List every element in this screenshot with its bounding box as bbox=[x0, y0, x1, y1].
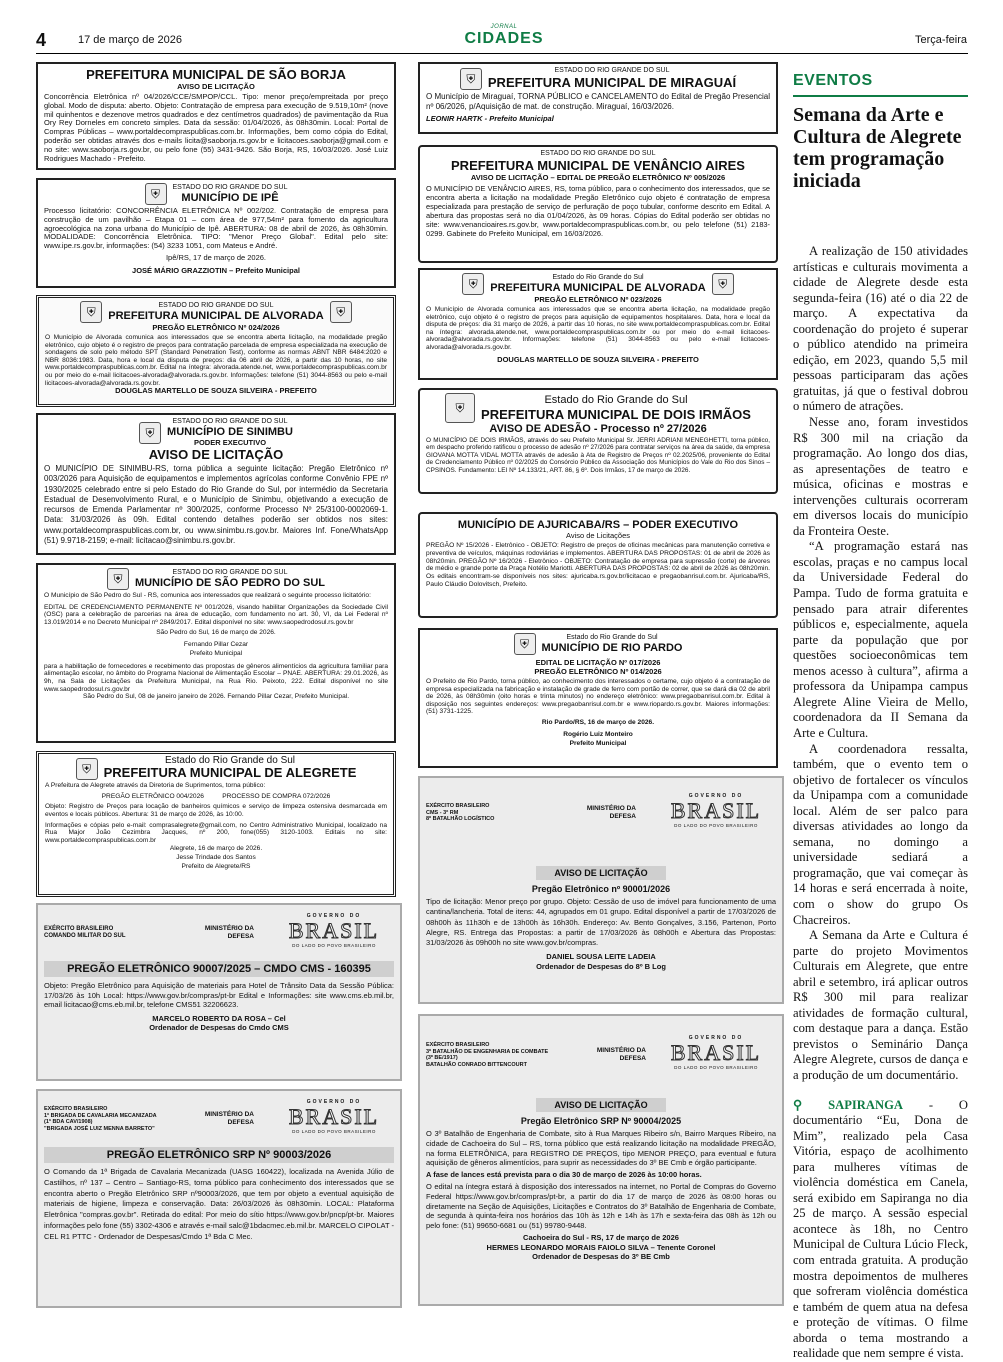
section-rule bbox=[793, 95, 968, 97]
notice-body: PREGÃO Nº 15/2026 - Eletrônico - OBJETO: Registro de preços de oficinas mecânicas para manutenção corretiva e preventiva de veículos, máquinas rodoviárias e implementos. ABERTURA DAS PROPOSTAS: 01 de abril de 2026 às 08h20min. PREGÃO Nº 16/2026 - Eletrônico - OBJETO: Contratação de empresa para supressão (corte) de árvores de médio e grande porte da Praça Notélio Mariotti. ABERTURA DAS PROPOSTAS: 02 de abril de 2026 às 08h20min. Os editais encontram-se disponíveis nos sites: ajuricaba.rs.gov.br/licitacao e pregaobanrisul.com.br. Ajuricaba/RS, Paulo Cláudio Dolovitsch, Prefeito. bbox=[426, 542, 770, 588]
notice-body: O MUNICÍPIO DE SINIMBU-RS, torna pública a seguinte licitação: Pregão Eletrônico nº 003/2026 para Aquisição de equipamentos e implementos agrícolas conforme Convênio FPE nº 1930/2025 celebrado entre si pelo Estado do Rio Grande do Sul, por intermédio da Secretaria Estadual de Desenvolvimento Rural, e o Município de Sinimbu, objetivando a execução de recursos de Emenda Parlamentar nº 300/2025, conforme Processo Nº 25/3100-0002069-1. Data: 31/03/2026 às 09h. Edital contendo detalhes poderão ser obtidos nos sites: www.portaldecompraspublicas.com.br, ou www.sinimbu.rs.gov.br. Maiores Inf. Fone/WhatsApp (51) 9.9718-2159; e-mail: licitacao@sinimbu.rs.gov.br. bbox=[44, 464, 388, 546]
notice-body: O Município de Miraguaí, TORNA PÚBLICO e CANCELAMENTO do Edital de Pregão Presencial nº 06/2026, p/Aquisição de mat. de construção. Miraguaí, 16/03/2026. bbox=[426, 92, 770, 111]
notice-alvorada-023: ⛨ Estado do Rio Grande do Sul PREFEITURA MUNICIPAL DE ALVORADA ⛨ PREGÃO ELETRÔNICO Nº 023/2026 O Município de Alvorada comunica aos interessados que se encontra aberta licitação, na modalidade pregão eletrônico, cujo objeto é o registro de preços para aquisição de equipamentos hospitalares. Data, hora e local da disputa de preços: dia 31 março de 2026, a partir das 10 horas, no site www.portaldecompraspublicas.com.br. Edital na íntegra: alvorada.atende.net, www.portaldecompraspublicas.com.br ou por meio do e-mail licitacoes-alvorada@alvorada.rs.gov.br. Informações: telefone (51) 3044-8563 ou pelo e-mail licitacoes-alvorada@alvorada.rs.gov.br. DOUGLAS MARTELLO DE SOUZA SILVEIRA - PREFEITO bbox=[418, 268, 778, 380]
notice-body: O Município de Alvorada comunica aos interessados que se encontra aberta licitação, na modalidade pregão eletrônico, cujo objeto é o registro de preços para contratação parcelada de empresa especializada na execução de sondagens de solo pelo método SPT (Standard Penetration Test), conforme as normas ABNT NBR 6484:2020 e NBR 8036:1983. Data, hora e local da disputa de preços: dia 06 abril de 2026, a partir das 10 horas, no site www.portaldecompraspublicas.com.br. Edital na íntegra: alvorada.atende.net, www.portaldecompraspublicas.com.br ou por meio do e-mail licitacoes-alvorada@alvorada.rs.gov.br. Informações: telefone (51) 3044-8563 ou pelo e-mail licitacoes-alvorada@alvorada.rs.gov.br. bbox=[45, 334, 387, 387]
notice-title: PREFEITURA MUNICIPAL DE ALVORADA bbox=[490, 282, 706, 294]
notice-alegrete: ⛨ Estado do Rio Grande do Sul PREFEITURA MUNICIPAL DE ALEGRETE A Prefeitura de Alegrete através da Diretoria de Suprimentos, torna público: PREGÃO ELETRÔNICO 004/2026 PROCESSO DE COMPRA 072/2026 Objeto: Registro de Preços para locação de banheiros químicos e serviço de limpeza ostensiva desmarcada em eventos e locais públicos. Abertura: 31 de março de 2026, às 10:00. Informações e cópias pelo e-mail: comprasalegrete@gmail.com, no Centro Administrativo Municipal, localizado na Rua Major João Cezimbra Jacques, nº 200, fone(055) 3120-1003. Editais no site: www.portaldecompraspublicas.com.br Alegrete, 16 de março de 2026. Jesse Trindade dos Santos Prefeito de Alegrete/RS bbox=[36, 751, 396, 897]
crest-icon: ⛨ bbox=[107, 568, 129, 590]
gov-brasil-logo: GOVERNO DO BRASIL DO LADO DO POVO BRASILEIRO bbox=[670, 1035, 762, 1070]
notice-title: AVISO DE LICITAÇÃO bbox=[536, 1098, 666, 1112]
article-headline: Semana da Arte e Cultura de Alegrete tem programação iniciada bbox=[793, 104, 962, 192]
ministry-label: MINISTÉRIO DA DEFESA bbox=[596, 1047, 646, 1062]
notice-body: Objeto: Registro de Preços para locação de banheiros químicos e serviço de limpeza ostensiva desmarcada em eventos e locais públicos. Abertura: 31 de março de 2026, às 10:00. bbox=[45, 803, 387, 818]
notice-title: PREFEITURA MUNICIPAL DE DOIS IRMÃOS bbox=[481, 407, 751, 422]
notice-title: MUNICÍPIO DE RIO PARDO bbox=[541, 642, 683, 654]
notice-ajuricaba: MUNICÍPIO DE AJURICABA/RS – PODER EXECUTIVO Aviso de Licitações PREGÃO Nº 15/2026 - Eletrônico - OBJETO: Registro de preços de oficinas mecânicas para manutenção corretiva e preventiva de veículos, máquinas rodoviárias e implementos. ABERTURA DAS PROPOSTAS: 01 de abril de 2026 às 08h20min. PREGÃO Nº 16/2026 - Eletrônico - OBJETO: Contratação de empresa para supressão (corte) de árvores de médio e grande porte da Praça Notélio Mariotti. ABERTURA DAS PROPOSTAS: 02 de abril de 2026 às 08h20min. Os editais encontram-se disponíveis nos sites: ajuricaba.rs.gov.br/licitacao e pregaobanrisul.com.br. Ajuricaba/RS, Paulo Cláudio Dolovitsch, Prefeito. bbox=[418, 512, 778, 618]
notice-title: PREFEITURA MUNICIPAL DE ALVORADA bbox=[108, 310, 324, 322]
location-pin-icon: ⚲ bbox=[793, 1097, 829, 1112]
gov-brasil-logo: GOVERNO DO BRASIL DO LADO DO POVO BRASILEIRO bbox=[288, 1099, 380, 1134]
notice-cmdo-cms: EXÉRCITO BRASILEIRO COMANDO MILITAR DO SUL MINISTÉRIO DA DEFESA GOVERNO DO BRASIL DO LADO DO POVO BRASILEIRO PREGÃO ELETRÔNICO 90007/2025 – CMDO CMS - 160395 Objeto: Pregão Eletrônico para Aquisição de materiais para Hotel de Trânsito Data da Sessão Pública: 17/03/26 às 10h Local: https://www.gov.br/compras/pt-br Edital e Informações: site www.cms.eb.mil.br, email licitacao@cms.eb.mil.br, telefone CMS51 32206623. MARCELO ROBERTO DA ROSA – Cel Ordenador de Despesas do Cmdo CMS bbox=[36, 903, 402, 1081]
crest-icon: ⛨ bbox=[445, 393, 475, 423]
article-paragraph: Nesse ano, foram investidos R$ 300 mil na criação da programação. Ao longo dos dias, as apresentações de teatro e música, oficinas e mostras e intervenções culturais ocorreram em diversos locais do município da Fronteira Oeste. bbox=[793, 415, 968, 538]
page-weekday: Terça-feira bbox=[915, 34, 967, 46]
notice-body: O Prefeito de Rio Pardo, torna público, ao conhecimento dos interessados o certame, cujo objeto é a contratação de empresa especializada na fabricação e instalação de grade de ferro com portão de correr, que se dará dia 02 de abril de 2026, às 08h30min (oito horas e trinta minutos) no endereço eletrônico: www.pregaobanrisul.com.br. Edital à disposição nos seguintes endereços: www.pregaobanrisul.com.br e www.riopardo.rs.gov.br. Maiores informações: (51) 3731-1225. bbox=[426, 678, 770, 716]
brief-place: SAPIRANGA bbox=[828, 1097, 903, 1112]
notice-body: Tipo de licitação: Menor preço por grupo. Objeto: Cessão de uso de imóvel para funcionamento de uma cantina/lancheria. Total de itens: 44, agrupados em 01 grupo. Edital disponível a partir de 17/03/2026 de 08h00h às 11h30h e de 13h00h às 16h30h. Endereço: Av. Bento Gonçalves, 3.156, Partenon, Porto Alegre, RS. Entrega das Propostas: a partir de 17/03/2026 às 08h00h e Abertura das Propostas: 31/03/2026 às 09h00h no site www.gov.br/compras. bbox=[426, 897, 776, 948]
notice-miraguai: ⛨ ESTADO DO RIO GRANDE DO SUL PREFEITURA MUNICIPAL DE MIRAGUAÍ O Município de Miraguaí, TORNA PÚBLICO e CANCELAMENTO do Edital de Pregão Presencial nº 06/2026, p/Aquisição de mat. de construção. Miraguaí, 16/03/2026. LEONIR HARTK - Prefeito Municipal bbox=[418, 62, 778, 134]
notice-title: MUNICÍPIO DE AJURICABA/RS – PODER EXECUTIVO bbox=[457, 519, 739, 531]
notice-sinimbu: ⛨ ESTADO DO RIO GRANDE DO SUL MUNICÍPIO DE SINIMBU PODER EXECUTIVO AVISO DE LICITAÇÃO O MUNICÍPIO DE SINIMBU-RS, torna pública a seguinte licitação: Pregão Eletrônico nº 003/2026 para Aquisição de equipamentos e implementos agrícolas conforme Convênio FPE nº 1930/2025 celebrado entre si pelo Estado do Rio Grande do Sul, por intermédio da Secretaria Estadual de Desenvolvimento Rural, e o Município de Sinimbu, objetivando a execução de recursos de Emenda Parlamentar nº 300/2025, conforme Processo Nº 25/3100-0002069-1. Data: 31/03/2026 às 09h. Edital contendo detalhes poderão ser obtidos nos sites: www.portaldecompraspublicas.com.br, ou www.sinimbu.rs.gov.br. Maiores Inf. Fone/WhatsApp (51) 9.9718-2159; e-mail: licitacao@sinimbu.rs.gov.br. bbox=[36, 413, 396, 555]
page-header bbox=[0, 0, 1003, 58]
notice-body: Objeto: Pregão Eletrônico para Aquisição de materiais para Hotel de Trânsito Data da Sessão Pública: 17/03/26 às 10h Local: https://www.gov.br/compras/pt-br Edital e Informações: site www.cms.eb.mil.br, email licitacao@cms.eb.mil.br, telefone CMS51 32206623. bbox=[44, 981, 394, 1010]
notice-sao-pedro-do-sul: ⛨ ESTADO DO RIO GRANDE DO SUL MUNICÍPIO DE SÃO PEDRO DO SUL O Município de São Pedro do Sul - RS, comunica aos interessados que realizará o seguinte processo licitatório: EDITAL DE CREDENCIAMENTO PERMANENTE Nº 001/2026, visando habilitar Organizações da Sociedade Civil (OSC) para a celebração de parcerias na área de educação, com fundamento no art. 30, VI, da Lei Federal nº 13.019/2014 e no Decreto Municipal nº 2849/2017. Edital disponível no site: www.saopedrodosul.rs.gov.br São Pedro do Sul, 16 de março de 2026. Fernando Pillar Cezar Prefeito Municipal para a habilitação de fornecedores e recebimento das propostas de gêneros alimentícios da agricultura familiar para alimentação escolar, no âmbito do Programa Nacional de Alimentação Escolar – PNAE. ABERTURA: 29.01.2026, às 9h, na Sala de Licitações da Prefeitura Municipal, na Rua Rio. Peixoto, 222. Edital disponível no site www.saopedrodosul.rs.gov.br São Pedro do Sul, 08 de janeiro janeiro de 2026. Fernando Pillar Cezar, Prefeito Municipal. bbox=[36, 563, 396, 743]
crest-icon: ⛨ bbox=[460, 68, 482, 90]
crest-icon: ⛨ bbox=[139, 422, 161, 444]
notice-1-bda-cav: EXÉRCITO BRASILEIRO 1ª BRIGADA DE CAVALARIA MECANIZADA (1ª BDA CAV/1908) "BRIGADA JOSÉ LUIZ MENNA BARRETO" MINISTÉRIO DA DEFESA GOVERNO DO BRASIL DO LADO DO POVO BRASILEIRO PREGÃO ELETRÔNICO SRP Nº 90003/2026 O Comando da 1ª Brigada de Cavalaria Mecanizada (UASG 160422), localizada na Avenida Júlio de Castilhos, nº 137 – Centro – Santiago-RS, torna público para conhecimento dos interessados que se encontra aberto o Pregão Eletrônico SRP nº90003/2026, que tem por objeto a eventual aquisição de materiais de higiene, limpeza e conservação. Data: 26/03/2026 às 08h30min. LOCAL: Plataforma Eletrônica "compras.gov.br". Retirada do edital: Por meio do sítio https://www.gov.br/pncp/pt-br. Maiores informações pelo fone (55) 3302-4306 e através e-mail salc@1bdacmec.eb.mil.br. MARCELO CIPOLAT - CEL R1 PTTC - Ordenador de Despesas/Cmdo 1ª Bda C Mec. bbox=[36, 1089, 402, 1308]
notice-body: O Comando da 1ª Brigada de Cavalaria Mecanizada (UASG 160422), localizada na Avenida Júlio de Castilhos, nº 137 – Centro – Santiago-RS, torna público para conhecimento dos interessados que se encontra aberto o Pregão Eletrônico SRP nº90003/2026, que tem por objeto a eventual aquisição de materiais de higiene, limpeza e conservação. Data: 26/03/2026 às 08h30min. LOCAL: Plataforma Eletrônica "compras.gov.br". Retirada do edital: Por meio do sítio https://www.gov.br/pncp/pt-br. Maiores informações pelo fone (55) 3302-4306 e através e-mail salc@1bdacmec.eb.mil.br. MARCELO CIPOLAT - CEL R1 PTTC - Ordenador de Despesas/Cmdo 1ª Bda C Mec. bbox=[44, 1167, 394, 1241]
brief-text: - O documentário “Eu, Dona de Mim”, realizado pela Casa Vitória, espaço de acolhimento para mulheres vítimas de violência doméstica em Canela, será exibido em Sapiranga no dia 25 de março. A sessão especial acontece às 18h, no Centro Municipal de Cultura Lúcio Fleck, com entrada gratuita. A produção mostra depoimentos de mulheres que sofreram violência doméstica e também de quem atua na defesa e proteção de vítimas. O filme aborda o tema mostrando a realidade que nem sempre é vista. bbox=[793, 1097, 968, 1361]
article-paragraph: A Semana da Arte e Cultura é parte do projeto Movimentos Culturais em Alegrete, que entre abril e setembro, irá aplicar outros R$ 300 mil para realizar atividades de formação cultural, com destaque para a dança. Estão previstos o Seminário Dança Alegre Alegrete, cursos de dança e a produção de um documentário. bbox=[793, 928, 968, 1082]
article-paragraph: “A programação estará nas escolas, praças e no campus local da Universidade Federal do Pampa. Tudo de forma gratuita e pensado para atrair diferentes públicos e, especialmente, aquela parte da população que por questões socioeconômicas tem menos acesso à cultura”, afirma a professora da Unipampa campus Alegrete Aline Vieira de Mello, coordenadora da II Semana da Arte e Cultura. bbox=[793, 539, 968, 740]
article-paragraph: A realização de 150 atividades artísticas e culturais movimenta a cidade de Alegrete desde esta segunda-feira (16) até o dia 22 de março. A expectativa da coordenação do projeto é superar o público atendido na primeira edição, em 2023, quando 5,5 mil pessoas participaram das ações gratuitas, já que o festival dobrou o número de atrações. bbox=[793, 244, 968, 414]
notice-title: MUNICÍPIO DE SÃO PEDRO DO SUL bbox=[134, 577, 326, 589]
page-date: 17 de março de 2026 bbox=[78, 34, 182, 46]
notice-title: AVISO DE LICITAÇÃO bbox=[536, 866, 666, 880]
notice-title: MUNICÍPIO DE SINIMBU bbox=[167, 426, 293, 438]
notice-title: PREGÃO ELETRÔNICO 90007/2025 – CMDO CMS - 160395 bbox=[44, 961, 394, 977]
news-brief bbox=[793, 1098, 968, 1362]
notice-title: PREFEITURA MUNICIPAL DE ALEGRETE bbox=[103, 765, 357, 780]
notice-title: PREGÃO ELETRÔNICO SRP Nº 90003/2026 bbox=[44, 1147, 394, 1163]
header-rule bbox=[36, 53, 968, 54]
crest-icon: ⛨ bbox=[462, 273, 484, 295]
notice-3-be-cmb: EXÉRCITO BRASILEIRO 3º BATALHÃO DE ENGENHARIA DE COMBATE (3º BE/1917) BATALHÃO CONRADO BITTENCOURT MINISTÉRIO DA DEFESA GOVERNO DO BRASIL DO LADO DO POVO BRASILEIRO AVISO DE LICITAÇÃO Pregão Eletrônico SRP Nº 90004/2025 O 3º Batalhão de Engenharia de Combate, sito à Rua Marques Ribeiro s/n, Bairro Marques Ribeiro, na cidade de Cachoeira do Sul – RS, torna público que está realizando licitação na modalidade PREGÃO, na forma ELETRÔNICA, para REGISTRO DE PREÇOS, tipo MENOR PREÇO, para eventual e futura aquisição de gêneros alimentícios, para suprir as necessidades do 3º BE Cmb e órgão participante. A fase de lances está prevista para o dia 30 de março de 2026 às 10:00 horas. O edital na íntegra estará à disposição dos interessados na internet, no Portal de Compras do Governo Federal https://www.gov.br/compras/pt-br, a partir do dia 17 de março de 2026 às 08:00 horas ou diretamente na Seção de Aquisições, Licitações e Contratos do 3º Batalhão de Engenharia de Combate, de segunda à quinta-feira nos horários das 10h às 12h e 14h às 17h e sexta-feira das 08h às 12h ou pelo fone: (51) 99650-6681 ou (51) 99780-9448. Cachoeira do Sul - RS, 17 de março de 2026 HERMES LEONARDO MORAIS FAIOLO SILVA – Tenente Coronel Ordenador de Despesas do 3º BE Cmb bbox=[418, 1014, 784, 1306]
notice-body: EDITAL DE CREDENCIAMENTO PERMANENTE Nº 001/2026, visando habilitar Organizações da Sociedade Civil (OSC) para a celebração de parcerias na área de educação, com fundamento no art. 30, VI, da Lei Federal nº 13.019/2014 e no Decreto Municipal nº 2849/2017. Edital disponível no site: www.saopedrodosul.rs.gov.br bbox=[44, 603, 388, 626]
notice-rio-pardo: ⛨ Estado do Rio Grande do Sul MUNICÍPIO DE RIO PARDO EDITAL DE LICITAÇÃO Nº 017/2026 PREGÃO ELETRÔNICO Nº 014/2026 O Prefeito de Rio Pardo, torna público, ao conhecimento dos interessados o certame, cujo objeto é a contratação de empresa especializada na fabricação e instalação de grade de ferro com portão de correr, que se dará dia 02 de abril de 2026, às 08h30min (oito horas e trinta minutos) no endereço eletrônico: www.pregaobanrisul.com.br. Edital à disposição nos seguintes endereços: www.pregaobanrisul.com.br e www.riopardo.rs.gov.br. Maiores informações: (51) 3731-1225. Rio Pardo/RS, 16 de março de 2026. Rogério Luiz Monteiro Prefeito Municipal bbox=[418, 628, 778, 768]
newspaper-logo: JORNAL CIDADES bbox=[464, 24, 544, 47]
notice-dois-irmaos: ⛨ Estado do Rio Grande do Sul PREFEITURA MUNICIPAL DE DOIS IRMÃOS AVISO DE ADESÃO - Processo nº 27/2026 O MUNICÍPIO DE DOIS IRMÃOS, através do seu Prefeito Municipal Sr. JERRI ADRIANI MENEGHETTI, torna público, em despacho proferido ratificou o processo de adesão nº 27/2026 para contratar serviços na área da saúde, da empresa GIOVANA MOTTA VIDAL MOTTA através de adesão à Ata de Registro de Preços nº 02.2025/06, proveniente do Edital de Credenciamento Público nº 02/2025 do Consórcio Público da Associação dos Municípios do Vale do Rio dos Sinos – CPSINOS. Fundamento: LEI Nº 14.133/21, ART. 86, § 6º. Dois Irmãos, 17 de março de 2026. bbox=[418, 388, 778, 494]
crest-icon: ⛨ bbox=[330, 301, 352, 323]
page-number: 4 bbox=[36, 30, 47, 50]
notice-alvorada-024: ⛨ ESTADO DO RIO GRANDE DO SUL PREFEITURA MUNICIPAL DE ALVORADA ⛨ PREGÃO ELETRÔNICO Nº 024/2026 O Município de Alvorada comunica aos interessados que se encontra aberta licitação, na modalidade pregão eletrônico, cujo objeto é o registro de preços para contratação parcelada de empresa especializada na execução de sondagens de solo pelo método SPT (Standard Penetration Test), conforme as normas ABNT NBR 6484:2020 e NBR 8036:1983. Data, hora e local da disputa de preços: dia 06 abril de 2026, a partir das 10 horas, no site www.portaldecompraspublicas.com.br. Edital na íntegra: alvorada.atende.net, www.portaldecompraspublicas.com.br ou por meio do e-mail licitacoes-alvorada@alvorada.rs.gov.br. Informações: telefone (51) 3044-8563 ou pelo e-mail licitacoes-alvorada@alvorada.rs.gov.br. DOUGLAS MARTELLO DE SOUZA SILVEIRA - PREFEITO bbox=[36, 295, 396, 407]
ministry-label: MINISTÉRIO DA DEFESA bbox=[586, 805, 636, 820]
crest-icon: ⛨ bbox=[80, 301, 102, 323]
notice-body: O Município de Alvorada comunica aos interessados que se encontra aberta licitação, na modalidade pregão eletrônico, cujo objeto é o registro de preços para aquisição de equipamentos hospitalares. Data, hora e local da disputa de preços: dia 31 março de 2026, a partir das 10 horas, no site www.portaldecompraspublicas.com.br. Edital na íntegra: alvorada.atende.net, www.portaldecompraspublicas.com.br ou por meio do e-mail licitacoes-alvorada@alvorada.rs.gov.br. Informações: telefone (51) 3044-8563 ou pelo e-mail licitacoes-alvorada@alvorada.rs.gov.br. bbox=[426, 306, 770, 351]
notice-8-blog: EXÉRCITO BRASILEIRO CMS - 3ª RM 8º BATALHÃO LOGÍSTICO MINISTÉRIO DA DEFESA GOVERNO DO BRASIL DO LADO DO POVO BRASILEIRO AVISO DE LICITAÇÃO Pregão Eletrônico nº 90001/2026 Tipo de licitação: Menor preço por grupo. Objeto: Cessão de uso de imóvel para funcionamento de uma cantina/lancheria. Total de itens: 44, agrupados em 01 grupo. Edital disponível a partir de 17/03/2026 de 08h00h às 11h30h e de 13h00h às 16h30h. Endereço: Av. Bento Gonçalves, 3.156, Partenon, Porto Alegre, RS. Entrega das Propostas: a partir de 17/03/2026 às 08h00h e Abertura das Propostas: 31/03/2026 às 09h00h no site www.gov.br/compras. DANIEL SOUSA LEITE LADEIA Ordenador de Despesas do 8º B Log bbox=[418, 776, 784, 1004]
notice-title: PREFEITURA MUNICIPAL DE SÃO BORJA bbox=[86, 67, 346, 82]
gov-brasil-logo: GOVERNO DO BRASIL DO LADO DO POVO BRASILEIRO bbox=[288, 913, 380, 948]
article-body bbox=[793, 244, 968, 1362]
ministry-label: MINISTÉRIO DA DEFESA bbox=[204, 925, 254, 940]
crest-icon: ⛨ bbox=[514, 633, 536, 655]
gov-brasil-logo: GOVERNO DO BRASIL DO LADO DO POVO BRASILEIRO bbox=[670, 793, 762, 828]
notice-venancio-aires: ESTADO DO RIO GRANDE DO SUL PREFEITURA MUNICIPAL DE VENÂNCIO AIRES AVISO DE LICITAÇÃO – EDITAL DE PREGÃO ELETRÔNICO Nº 005/2026 O MUNICÍPIO DE VENÂNCIO AIRES, RS, torna público, para o conhecimento dos interessados, que se encontra aberta a licitação na modalidade Pregão Eletrônico cujo objeto é contratação de empresa especializada para prestação de serviço de perfuração de poço tubular, conforme descrito em Edital. A abertura das propostas será no dia 01/04/2026, às 09 horas. Cópias do Edital poderão ser obtidas no site: www.venancioaires.rs.gov.br, www.portaldecompraspublicas.com.br, ou pelo telefone (51) 2183-0299. Gabinete do Prefeito Municipal, em 16/03/2026. bbox=[418, 145, 778, 263]
notice-title: PREFEITURA MUNICIPAL DE MIRAGUAÍ bbox=[487, 75, 737, 90]
notice-title: PREFEITURA MUNICIPAL DE VENÂNCIO AIRES bbox=[451, 158, 745, 173]
article-paragraph: A coordenadora ressalta, também, que o evento tem o objetivo de fortalecer os vínculos da Unipampa com a comunidade local. Além de ser palco para diversas atividades ao longo da semana, no domingo a universidade sediará a programação, que vai começar às 14 horas e será encerrada à noite, com o show do grupo Os Chacreiros. bbox=[793, 741, 968, 927]
section-label: EVENTOS bbox=[793, 72, 873, 89]
notice-body: O MUNICÍPIO DE VENÂNCIO AIRES, RS, torna público, para o conhecimento dos interessados, que se encontra aberta a licitação na modalidade Pregão Eletrônico cujo objeto é contratação de empresa especializada para prestação de serviço de perfuração de poço tubular, conforme descrito em Edital. A abertura das propostas será no dia 01/04/2026, às 09 horas. Cópias do Edital poderão ser obtidas no site: www.venancioaires.rs.gov.br, www.portaldecompraspublicas.com.br, ou pelo telefone (51) 2183-0299. Gabinete do Prefeito Municipal, em 16/03/2026. bbox=[426, 184, 770, 238]
notice-title: MUNICÍPIO DE IPÊ bbox=[181, 192, 279, 204]
notice-ipe: ⛨ ESTADO DO RIO GRANDE DO SUL MUNICÍPIO DE IPÊ Processo licitatório: CONCORRÊNCIA ELETRÔNICA Nº 002/202. Contratação de empresa para construção de um pavilhão – Etapa 01 – com área de 977,54m² para fomento da agricultura agroecológica na zona urbana do Município de Ipê. ABERTURA: 08 de abril de 2026, às 08h30min. MODALIDADE: Concorrência Eletrônica. TIPO: "Menor Preço Global". Edital pelo site: www.ipe.rs.gov.br, informações: (54) 3233 1051, com Mateus e André. Ipê/RS, 17 de março de 2026. JOSÉ MÁRIO GRAZZIOTIN – Prefeito Municipal bbox=[36, 178, 396, 288]
crest-icon: ⛨ bbox=[712, 273, 734, 295]
notice-sao-borja: PREFEITURA MUNICIPAL DE SÃO BORJA AVISO DE LICITAÇÃO Concorrência Eletrônica nº 04/2026/CCE/SMPOP/CCL. Tipo: menor preço/empreitada por preço global. Modo de disputa: aberto. Objeto: Contratação de empresa para execução de 9.519,10m² (nove mil quinhentos e dezenove metros quadrados e dez centímetros quadrados) de pavimentação da Rua Ory Rey Dorneles em concreto simples. Data da sessão: 01/04/2026, às 08h30min. Local: Portal de Compras Públicas – www.portaldecompraspublicas.com.br. Informações, bem como cópia do Edital, poderão ser obtidas através dos e-mails licita@saoborja.rs.gov.br e licitacoes.saoborja@gmail.com e no site: www.saoborja.rs.gov.br, ou pelo fone (55) 3431-9426. São Borja, RS, 16/03/2026. José Luiz Rodrigues Machado - Prefeito. bbox=[36, 62, 396, 170]
crest-icon: ⛨ bbox=[145, 183, 167, 205]
notice-body: Processo licitatório: CONCORRÊNCIA ELETRÔNICA Nº 002/202. Contratação de empresa para construção de um pavilhão – Etapa 01 – com área de 977,54m² para fomento da agricultura agroecológica na zona urbana do Município de Ipê. ABERTURA: 08 de abril de 2026, às 08h30min. MODALIDADE: Concorrência Eletrônica. TIPO: "Menor Preço Global". Edital pelo site: www.ipe.rs.gov.br, informações: (54) 3233 1051, com Mateus e André. bbox=[44, 206, 388, 251]
notice-body: Concorrência Eletrônica nº 04/2026/CCE/SMPOP/CCL. Tipo: menor preço/empreitada por preço global. Modo de disputa: aberto. Objeto: Contratação de empresa para execução de 9.519,10m² (nove mil quinhentos e dezenove metros quadrados e dez centímetros quadrados) de pavimentação da Rua Ory Rey Dorneles em concreto simples. Data da sessão: 01/04/2026, às 08h30min. Local: Portal de Compras Públicas – www.portaldecompraspublicas.com.br. Informações, bem como cópia do Edital, poderão ser obtidas através dos e-mails licita@saoborja.rs.gov.br e licitacoes.saoborja@gmail.com e no site: www.saoborja.rs.gov.br, ou pelo fone (55) 3431-9426. São Borja, RS, 16/03/2026. José Luiz Rodrigues Machado - Prefeito. bbox=[44, 92, 388, 163]
notice-body: O 3º Batalhão de Engenharia de Combate, sito à Rua Marques Ribeiro s/n, Bairro Marques Ribeiro, na cidade de Cachoeira do Sul – RS, torna público que está realizando licitação na modalidade PREGÃO, na forma ELETRÔNICA, para REGISTRO DE PREÇOS, tipo MENOR PREÇO, para eventual e futura aquisição de gêneros alimentícios, para suprir as necessidades do 3º BE Cmb e órgão participante. bbox=[426, 1129, 776, 1168]
ministry-label: MINISTÉRIO DA DEFESA bbox=[204, 1111, 254, 1126]
crest-icon: ⛨ bbox=[76, 758, 98, 780]
notice-body: O MUNICÍPIO DE DOIS IRMÃOS, através do seu Prefeito Municipal Sr. JERRI ADRIANI MENEGHETTI, torna público, em despacho proferido ratificou o processo de adesão nº 27/2026 para contratar serviços na área da saúde, da empresa GIOVANA MOTTA VIDAL MOTTA através de adesão à Ata de Registro de Preços nº 02.2025/06, proveniente do Edital de Credenciamento Público nº 02/2025 do Consórcio Público da Associação dos Municípios do Vale do Rio dos Sinos – CPSINOS. Fundamento: LEI Nº 14.133/21, ART. 86, § 6º. Dois Irmãos, 17 de março de 2026. bbox=[426, 437, 770, 474]
